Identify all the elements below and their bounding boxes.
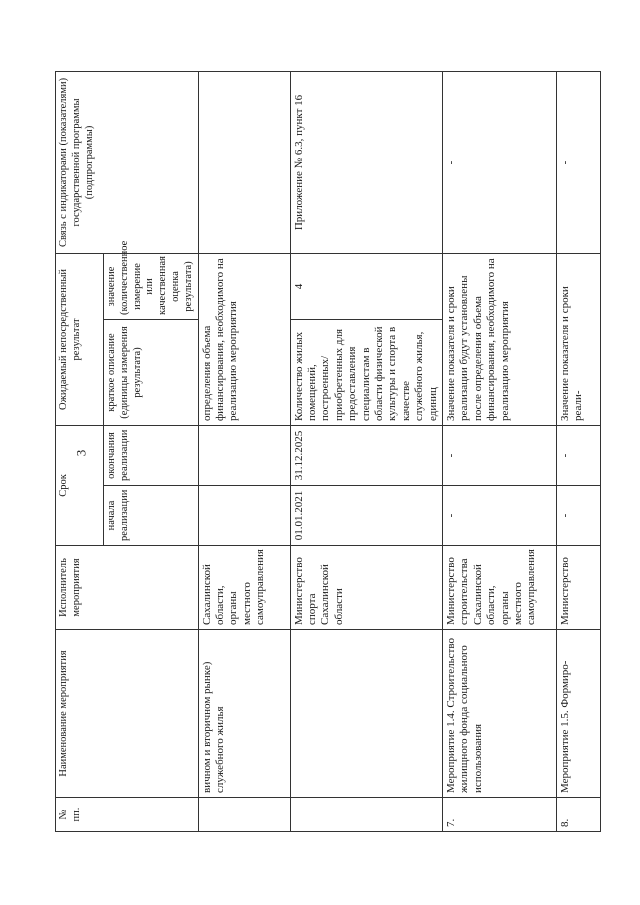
cell-start [198,486,290,546]
table-row [443,71,557,831]
header-start: начала реализации [104,486,199,546]
cell-num: 7. [443,798,557,832]
cell-executor: Министерство спорта Сахалинской области [290,546,442,630]
cell-start: - [557,486,601,546]
header-term: Срок [56,425,104,545]
cell-result: определения объема финансирования, необходимого на реализацию мероприятия [198,253,290,425]
cell-name: Мероприятие 1.5. Формиро- [557,630,601,798]
cell-num [198,798,290,832]
header-value: значение (количественное измерение или качественная оценка результата) [104,253,199,319]
header-executor: Исполнитель мероприятия [56,546,199,630]
table-row [198,71,290,831]
cell-value: 4 [290,253,442,319]
cell-end [198,425,290,485]
table-row [557,71,601,831]
cell-short-desc: Количество жилых помещений, построенных/приобретенных для предоставления специалистам в области физической культуры и спорта в качестве служебного жилья, единиц [290,319,442,425]
cell-num: 8. [557,798,601,832]
cell-name [290,630,442,798]
cell-end: - [443,425,557,485]
header-name: Наименование мероприятия [56,630,199,798]
program-table [55,71,601,832]
cell-start: 01.01.2021 [290,486,442,546]
cell-result: Значение показателя и сроки реали- [557,253,601,425]
header-num: № пп. [56,798,199,832]
cell-num [290,798,442,832]
cell-executor: Сахалинской области, органы местного самоуправления [198,546,290,630]
cell-executor: Министерство строительства Сахалинской области, органы местного самоуправления [443,546,557,630]
cell-start: - [443,486,557,546]
cell-link: - [557,71,601,253]
cell-link: Приложение № 6.3, пункт 16 [290,71,442,253]
cell-end: - [557,425,601,485]
cell-executor: Министерство [557,546,601,630]
header-short-desc: краткое описание (единицы измерения результата) [104,319,199,425]
header-result: Ожидаемый непосредственный результат [56,253,104,425]
header-end: окончания реализации [104,425,199,485]
cell-link [198,71,290,253]
header-link: Связь с индикаторами (показателями) государственной программы (подпрограммы) [56,71,199,253]
cell-result: Значение показателя и сроки реализации будут установлены после определения объема финансирования, необходимого на реализацию мероприятия [443,253,557,425]
table-row [290,71,442,831]
rotated-page [55,72,585,832]
header-row [56,71,104,831]
cell-link: - [443,71,557,253]
cell-end: 31.12.2025 [290,425,442,485]
cell-name: вичном и вторичном рынке) служебного жилья [198,630,290,798]
cell-name: Мероприятие 1.4. Строительство жилищного фонда социального использования [443,630,557,798]
page-number: 3 [73,449,89,457]
